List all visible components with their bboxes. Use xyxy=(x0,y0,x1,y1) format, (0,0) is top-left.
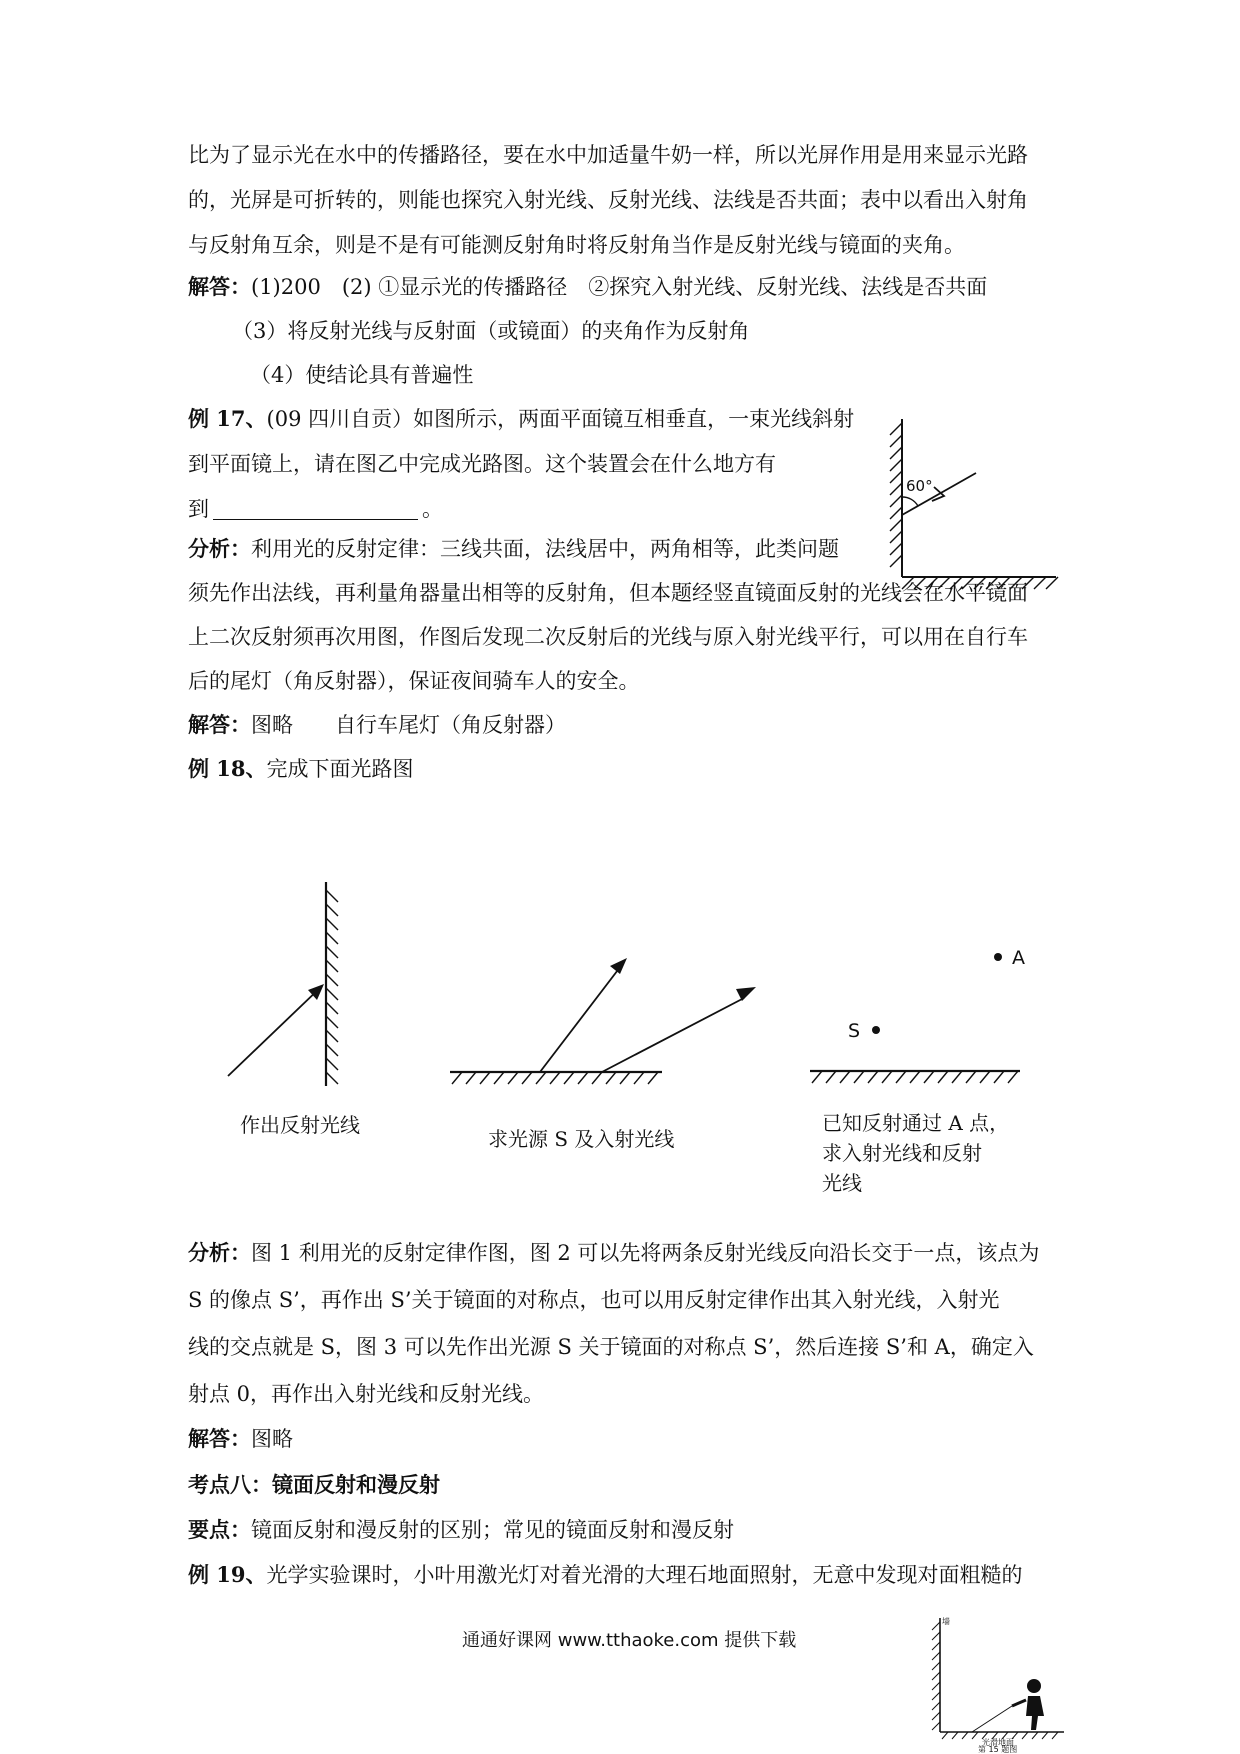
point-s-label: S xyxy=(848,1020,861,1042)
answer-label: 解答： xyxy=(188,712,251,737)
figure-2-horizontal-mirror xyxy=(446,950,666,1090)
footer-source: 通通好课网 www.tthaoke.com 提供下载 xyxy=(462,1630,797,1651)
example-19 xyxy=(188,1560,1023,1590)
floor-label: 光滑地面 xyxy=(982,1738,1014,1747)
example-17-line1 xyxy=(188,404,854,434)
answer-text: (1)200 (2) ①显示光的传播路径 ②探究入射光线、反射光线、法线是否共面 xyxy=(251,275,988,299)
figure-3-caption-line3: 光线 xyxy=(822,1171,862,1195)
answer-label: 解答： xyxy=(188,1426,251,1451)
answer-18 xyxy=(188,1424,293,1454)
example-text: (09 四川自贡）如图所示，两面平面镜互相垂直，一束光线斜射 xyxy=(266,407,855,431)
key-label: 要点： xyxy=(188,1517,251,1542)
topic-8-title: 考点八：镜面反射和漫反射 xyxy=(188,1472,440,1497)
figure-2-second-ray-arrow xyxy=(720,985,760,1015)
example-label: 例 18、 xyxy=(188,756,267,781)
example-17-line3-end: 。 xyxy=(422,497,443,521)
analysis-17-line2: 须先作出法线，再利量角器量出相等的反射角，但本题经竖直镜面反射的光线会在水平镜面 xyxy=(188,581,1028,605)
answer-17 xyxy=(188,710,566,740)
mirror-diagram-17 xyxy=(880,415,1060,595)
figure-1-caption: 作出反射光线 xyxy=(240,1113,360,1137)
example-17-line3 xyxy=(188,494,443,524)
example-17-line2: 到平面镜上，请在图乙中完成光路图。这个装置会在什么地方有 xyxy=(188,452,776,476)
figure-caption: 第 15 题图 xyxy=(978,1745,1018,1754)
analysis-17-line4: 后的尾灯（角反射器），保证夜间骑车人的安全。 xyxy=(188,669,640,693)
analysis-17-line1 xyxy=(188,534,839,564)
analysis-text: 图 1 利用光的反射定律作图，图 2 可以先将两条反射光线反向沿长交于一点，该点为 xyxy=(251,1241,1040,1265)
angle-label: 60° xyxy=(906,477,933,495)
example-17-line3-start: 到 xyxy=(188,497,209,521)
paragraph-line: 与反射角互余，则是不是有可能测反射角时将反射角当作是反射光线与镜面的夹角。 xyxy=(188,233,965,257)
figure-2-caption: 求光源 S 及入射光线 xyxy=(488,1127,675,1151)
analysis-label: 分析： xyxy=(188,536,251,561)
figure-3-caption-line1: 已知反射通过 A 点， xyxy=(822,1111,1010,1135)
answer-text: 图略 自行车尾灯（角反射器） xyxy=(251,713,566,737)
paragraph-line: 的，光屏是可折转的，则能也探究入射光线、反射光线、法线是否共面；表中以看出入射角 xyxy=(188,188,1028,212)
analysis-text: 利用光的反射定律：三线共面，法线居中，两角相等，此类问题 xyxy=(251,537,839,561)
answer-label: 解答： xyxy=(188,274,251,299)
answer-16-line2: （3）将反射光线与反射面（或镜面）的夹角作为反射角 xyxy=(232,319,750,343)
analysis-18-line4: 射点 0，再作出入射光线和反射光线。 xyxy=(188,1382,545,1406)
topic-8-key-points xyxy=(188,1515,734,1545)
example-label: 例 17、 xyxy=(188,406,267,431)
point-a-label: A xyxy=(1012,947,1025,969)
example-text: 光学实验课时，小叶用激光灯对着光滑的大理石地面照射，无意中发现对面粗糙的 xyxy=(266,1563,1023,1587)
analysis-18-line3: 线的交点就是 S，图 3 可以先作出光源 S 关于镜面的对称点 S’，然后连接 S’和 A，确定入 xyxy=(188,1335,1034,1359)
example-label: 例 19、 xyxy=(188,1562,267,1587)
paragraph-line: 比为了显示光在水中的传播路径，要在水中加适量牛奶一样，所以光屏作用是用来显示光路 xyxy=(188,143,1028,167)
figure-1-vertical-mirror xyxy=(220,880,350,1090)
wall-label: 墙 xyxy=(942,1617,950,1626)
answer-blank xyxy=(213,499,418,520)
answer-text: 图略 xyxy=(251,1427,293,1451)
figure-3-caption-line2: 求入射光线和反射 xyxy=(822,1141,982,1165)
analysis-18-line1 xyxy=(188,1238,1039,1268)
answer-16-line3: （4）使结论具有普遍性 xyxy=(250,363,474,387)
analysis-label: 分析： xyxy=(188,1240,251,1265)
figure-3-mirror-points xyxy=(800,940,1040,1100)
answer-16-line1 xyxy=(188,272,987,302)
corner-figure-person-laser xyxy=(928,1612,1068,1752)
example-text: 完成下面光路图 xyxy=(266,757,414,781)
key-text: 镜面反射和漫反射的区别；常见的镜面反射和漫反射 xyxy=(251,1518,734,1542)
analysis-18-line2: S 的像点 S’，再作出 S’关于镜面的对称点，也可以用反射定律作出其入射光线，入射光 xyxy=(188,1288,1000,1312)
analysis-17-line3: 上二次反射须再次用图，作图后发现二次反射后的光线与原入射光线平行，可以用在自行车 xyxy=(188,625,1028,649)
example-18 xyxy=(188,754,414,784)
